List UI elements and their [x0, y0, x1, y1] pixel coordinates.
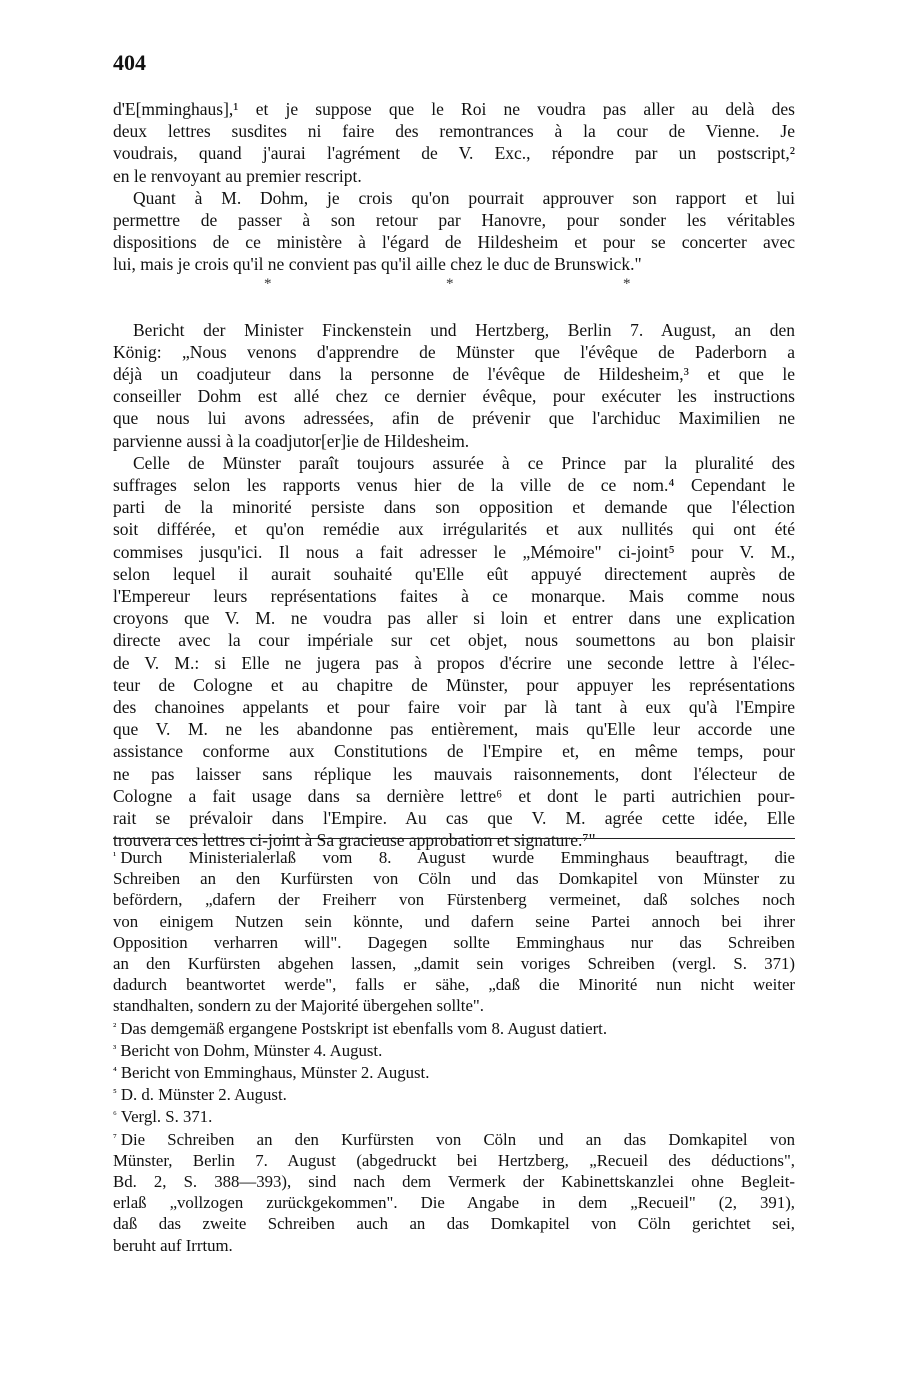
footnote-text: Die Schreiben an den Kurfürsten von Cöln und an das Domkapitel von — [120, 1129, 795, 1149]
footnote-text: D. d. Münster 2. August. — [120, 1085, 287, 1105]
paragraph — [113, 341, 795, 452]
text-line: déjà un coadjuteur dans la personne de l'évêque de Hildesheim,³ et que le — [113, 364, 795, 385]
footnote-mark: ⁶ — [113, 1109, 117, 1122]
text-line: commises jusqu'ici. Il nous a fait adresser le „Mémoire" ci-joint⁵ pour V. M., — [113, 541, 795, 562]
footnote-line: standhalten, sondern zu der Majorité übergehen sollte". — [113, 996, 484, 1016]
paragraph — [113, 319, 795, 341]
text-line: trouvera ces lettres ci-joint à Sa gracieuse approbation et signature.⁷" — [113, 830, 596, 851]
separator-space — [113, 276, 795, 319]
footnote-line: daß das zweite Schreiben auch an das Domkapitel von Cöln gerichtet sei, — [113, 1214, 795, 1234]
footnote-line: beruht auf Irrtum. — [113, 1235, 233, 1255]
footnote-line: Schreiben an den Kurfürsten von Cöln und das Domkapitel von Münster zu — [113, 869, 795, 889]
separator-asterisk: * — [623, 276, 631, 292]
footnote-text: Bericht von Dohm, Münster 4. August. — [120, 1040, 383, 1060]
text-line: Cologne a fait usage dans sa dernière lettre⁶ et dont le parti autrichien pour- — [113, 785, 795, 806]
page-number: 404 — [113, 50, 146, 75]
footnote-line: Bd. 2, S. 388—393), sind nach dem Vermerk der Kabinettskanzlei ohne Begleit- — [113, 1172, 795, 1192]
text-line: ne pas laisser sans réplique les mauvais raisonnements, dont l'électeur de — [113, 763, 795, 784]
footnote-line: erlaß „vollzogen zurückgekommen". Die Angabe in dem „Recueil" (2, 391), — [113, 1193, 795, 1213]
text-line: teur de Cologne et au chapitre de Münster, pour appuyer les représentations — [113, 674, 795, 695]
footnote-text: Das demgemäß ergangene Postskript ist ebenfalls vom 8. August datiert. — [120, 1018, 608, 1038]
text-line: deux lettres susdites ni faire des remontrances à la cour de Vienne. Je — [113, 121, 795, 142]
main-text — [113, 98, 795, 852]
footnote-text: Vergl. S. 371. — [120, 1107, 213, 1127]
text-line: rait se prévaloir dans l'Empire. Au cas que V. M. agrée cette idée, Elle — [113, 808, 795, 829]
text-line: d'E[mminghaus],¹ et je suppose que le Roi ne voudra pas aller au delà des — [113, 99, 795, 119]
footnote-1 — [113, 846, 795, 1017]
text-line: selon lequel il aurait souhaité qu'Elle eût appuyé directement auprès de — [113, 563, 795, 584]
footnote-mark: ⁷ — [113, 1131, 117, 1144]
footnote-mark: ³ — [113, 1042, 117, 1055]
footnote-mark: ² — [113, 1020, 117, 1033]
text-line: König: „Nous venons d'apprendre de Münster que l'évêque de Paderborn a — [113, 341, 795, 362]
text-line: que V. M. ne les abandonne pas entièrement, mais qu'Elle leur accorde une — [113, 719, 795, 740]
text-line: dispositions de ce ministère à l'égard de Hildesheim et pour se concerter avec — [113, 232, 795, 253]
text-line: soit différée, et qu'on remédie aux irrégularités et aux nullités qui ont été — [113, 519, 795, 540]
text-line: des chanoines appelants et pour faire voir par là tant à eux qu'à l'Empire — [113, 697, 795, 718]
footnote-text: Bericht von Emminghaus, Münster 2. August. — [120, 1063, 430, 1083]
footnote-mark: ¹ — [113, 850, 117, 862]
footnote-text: Durch Ministerialerlaß vom 8. August wurde Emminghaus beauftragt, die — [120, 848, 795, 867]
text-line: que nous lui avons adressées, afin de prévenir que l'archiduc Maximilien ne — [113, 408, 795, 429]
footnote-line: befördern, „dafern der Freiherr von Fürstenberg vermeinet, daß solches noch — [113, 890, 795, 910]
footnote-mark: ⁵ — [113, 1087, 117, 1100]
footnotes — [113, 846, 795, 1256]
footnote-4 — [113, 1061, 795, 1083]
footnote-6 — [113, 1105, 795, 1127]
footnote-line: Opposition verharren will". Dagegen sollte Emminghaus nur das Schreiben — [113, 932, 795, 952]
footnote-line — [113, 1128, 795, 1150]
text-line: Celle de Münster paraît toujours assurée à ce Prince par la pluralité des — [133, 452, 795, 473]
paragraph — [113, 187, 795, 209]
text-line: croyons que V. M. ne voudra pas aller si loin et entrer dans une explication — [113, 608, 795, 629]
text-line: lui, mais je crois qu'il ne convient pas qu'il aille chez le duc de Brunswick." — [113, 254, 642, 275]
text-line: parti de la minorité persiste dans son opposition et demande que l'élection — [113, 497, 795, 518]
text-line: directe avec la cour impériale sur cet objet, nous soumettons au bon plaisir — [113, 630, 795, 651]
paragraph — [113, 98, 795, 187]
text-line: l'Empereur leurs représentations faites à ce monarque. Mais comme nous — [113, 586, 795, 607]
footnote-5 — [113, 1083, 795, 1105]
separator-asterisk: * — [264, 276, 272, 292]
text-line: de V. M.: si Elle ne jugera pas à propos d'écrire une seconde lettre à l'élec- — [113, 652, 795, 673]
paragraph — [113, 474, 795, 851]
text-line: Bericht der Minister Finckenstein und Hertzberg, Berlin 7. August, an den — [133, 319, 795, 340]
footnote-line — [113, 846, 795, 868]
footnote-mark: ⁴ — [113, 1065, 117, 1078]
text-line: en le renvoyant au premier rescript. — [113, 165, 362, 186]
footnote-divider — [113, 838, 795, 839]
separator-asterisk: * — [446, 276, 454, 292]
paragraph — [113, 209, 795, 276]
text-line: Quant à M. Dohm, je crois qu'on pourrait approuver son rapport et lui — [133, 187, 795, 208]
footnote-2 — [113, 1017, 795, 1039]
text-line: parvienne aussi à la coadjutor[er]ie de Hildesheim. — [113, 430, 470, 451]
text-line: permettre de passer à son retour par Hanovre, pour sonder les véritables — [113, 210, 795, 231]
text-line: assistance conforme aux Constitutions de l'Empire et, en même temps, pour — [113, 741, 795, 762]
footnote-line: von einigem Nutzen sein könnte, und dafern seine Partei annoch bei ihrer — [113, 911, 795, 931]
footnote-line: dadurch beantwortet werde", falls er sähe, „daß die Minorité nun nicht weiter — [113, 975, 795, 995]
footnote-3 — [113, 1039, 795, 1061]
text-line: voudrais, quand j'aurai l'agrément de V. Exc., répondre par un postscript,² — [113, 143, 795, 164]
footnote-line: an den Kurfürsten abgehen lassen, „damit sein voriges Schreiben (vergl. S. 371) — [113, 954, 795, 974]
text-line: conseiller Dohm est allé chez ce dernier évêque, pour exécuter les instructions — [113, 386, 795, 407]
footnote-line: Münster, Berlin 7. August (abgedruckt bei Hertzberg, „Recueil des déductions", — [113, 1150, 795, 1170]
text-line: suffrages selon les rapports venus hier de la ville de ce nom.⁴ Cependant le — [113, 475, 795, 496]
paragraph — [113, 452, 795, 474]
footnote-7 — [113, 1128, 795, 1256]
